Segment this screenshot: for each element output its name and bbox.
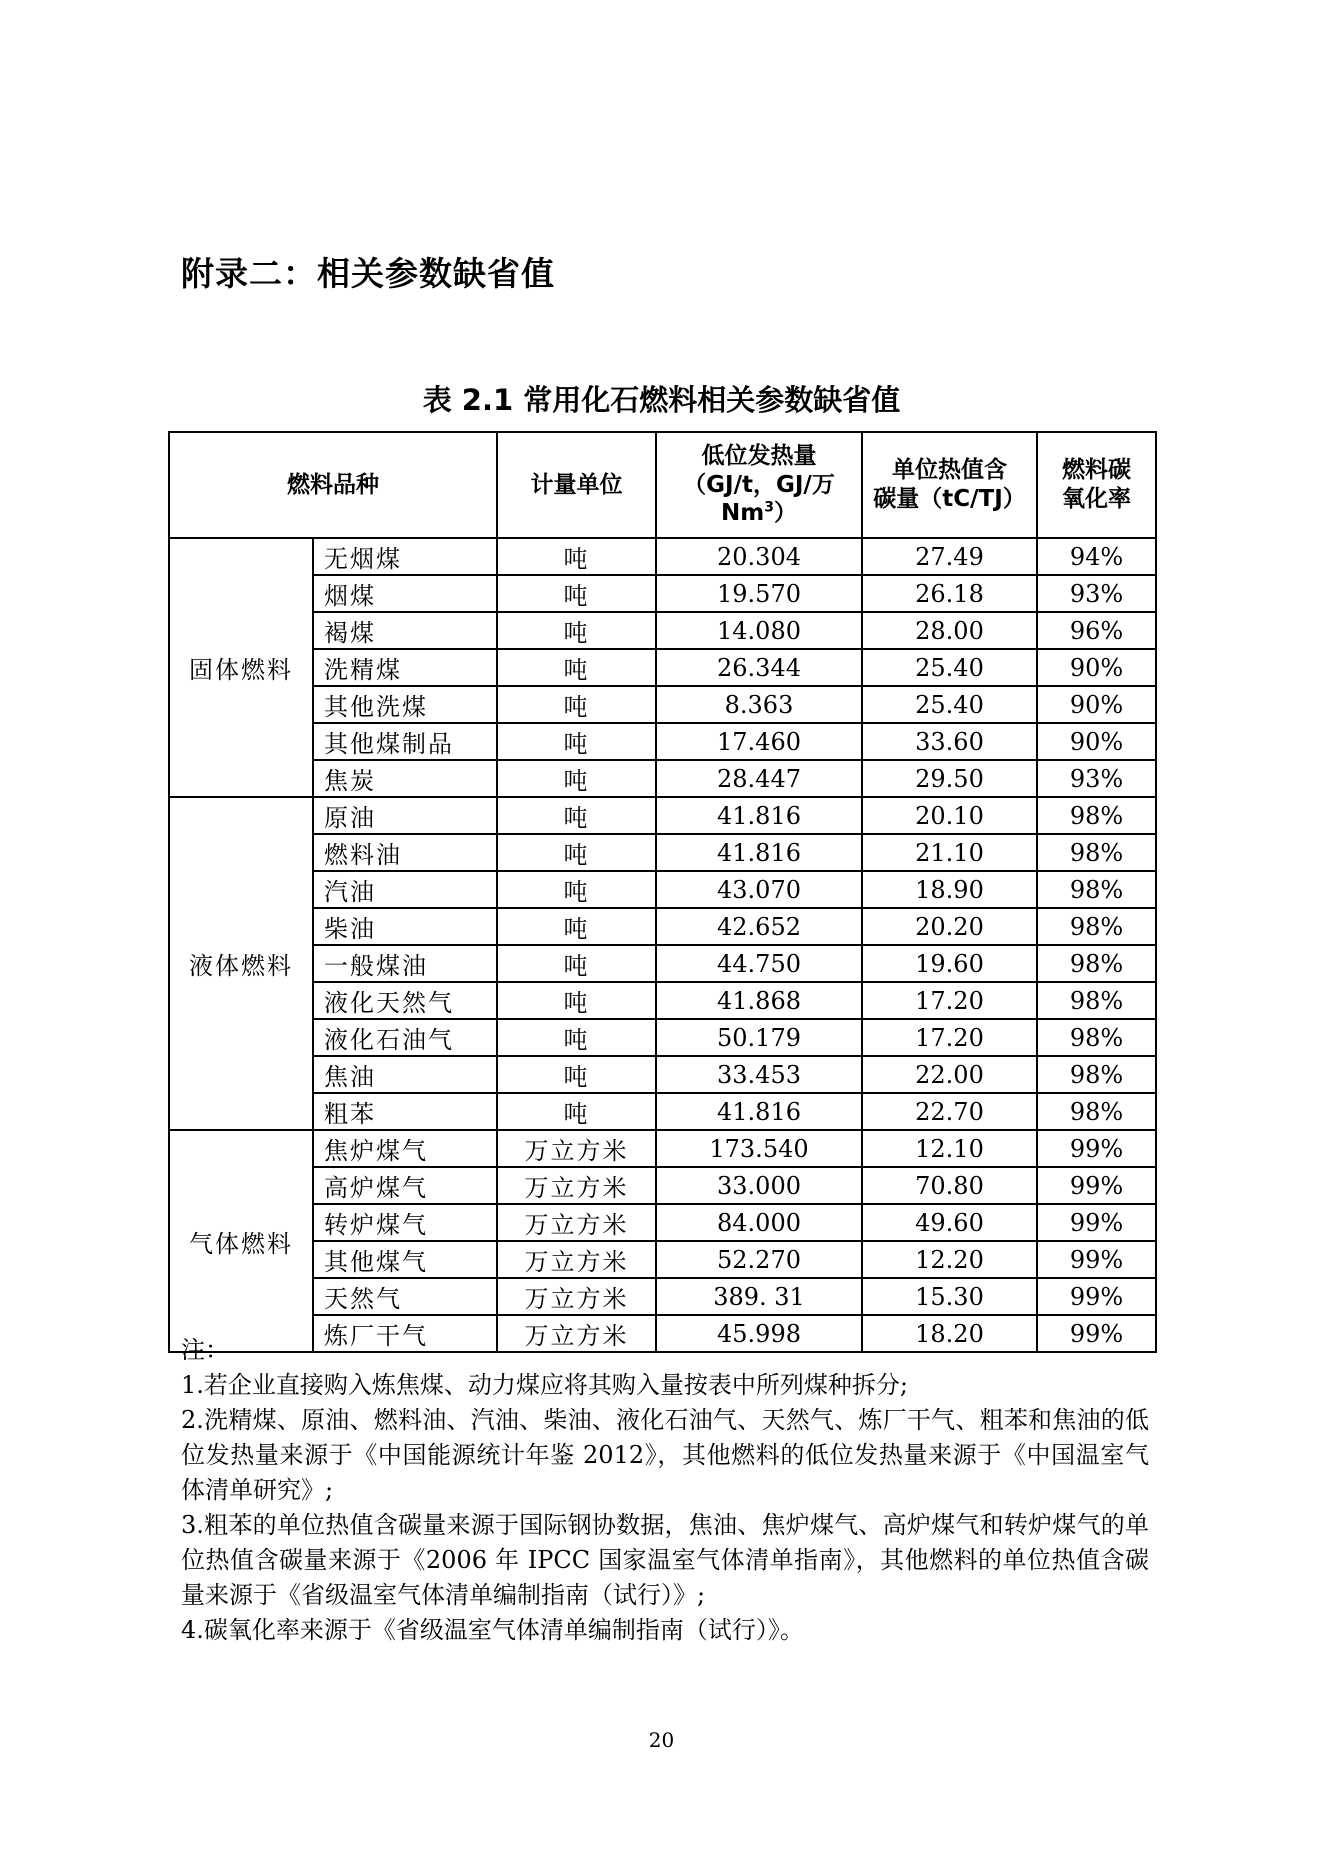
ncv-cell: 45.998 (656, 1315, 862, 1352)
note-item: 4.碳氧化率来源于《省级温室气体清单编制指南（试行）》。 (181, 1616, 804, 1644)
carbon-content-cell: 12.10 (862, 1130, 1037, 1167)
fuel-category: 气体燃料 (169, 1130, 313, 1352)
fuel-name-cell: 原油 (313, 797, 497, 834)
ncv-cell: 41.816 (656, 797, 862, 834)
unit-cell: 吨 (497, 760, 656, 797)
table-row (169, 1130, 1156, 1167)
fuel-name-cell: 无烟煤 (313, 538, 497, 575)
fuel-name-cell: 液化天然气 (313, 982, 497, 1019)
table-row (169, 1019, 1156, 1056)
header-oxidation-rate: 燃料碳 氧化率 (1037, 432, 1156, 538)
unit-cell: 吨 (497, 797, 656, 834)
oxidation-rate-cell: 98% (1037, 1056, 1156, 1093)
fuel-name-cell: 炼厂干气 (313, 1315, 497, 1352)
carbon-content-cell: 22.70 (862, 1093, 1037, 1130)
header-carbon-content: 单位热值含 碳量（tC/TJ） (862, 432, 1037, 538)
ncv-cell: 84.000 (656, 1204, 862, 1241)
oxidation-rate-cell: 98% (1037, 982, 1156, 1019)
unit-cell: 万立方米 (497, 1315, 656, 1352)
fuel-name-cell: 烟煤 (313, 575, 497, 612)
unit-cell: 吨 (497, 945, 656, 982)
ncv-cell: 28.447 (656, 760, 862, 797)
oxidation-rate-cell: 98% (1037, 834, 1156, 871)
table-row (169, 686, 1156, 723)
unit-cell: 吨 (497, 538, 656, 575)
unit-cell: 万立方米 (497, 1241, 656, 1278)
appendix-heading: 附录二：相关参数缺省值 (181, 254, 555, 293)
oxidation-rate-cell: 99% (1037, 1167, 1156, 1204)
fuel-name-cell: 其他煤制品 (313, 723, 497, 760)
oxidation-rate-cell: 96% (1037, 612, 1156, 649)
carbon-content-cell: 17.20 (862, 982, 1037, 1019)
unit-cell: 万立方米 (497, 1130, 656, 1167)
carbon-content-cell: 18.90 (862, 871, 1037, 908)
carbon-content-cell: 21.10 (862, 834, 1037, 871)
fuel-name-cell: 燃料油 (313, 834, 497, 871)
ncv-cell: 43.070 (656, 871, 862, 908)
ncv-cell: 20.304 (656, 538, 862, 575)
oxidation-rate-cell: 98% (1037, 1093, 1156, 1130)
note-item: 1.若企业直接购入炼焦煤、动力煤应将其购入量按表中所列煤种拆分; (181, 1371, 908, 1399)
fuel-name-cell: 天然气 (313, 1278, 497, 1315)
table-row (169, 1093, 1156, 1130)
table-row (169, 760, 1156, 797)
carbon-content-cell: 19.60 (862, 945, 1037, 982)
fuel-name-cell: 褐煤 (313, 612, 497, 649)
header-ncv: 低位发热量 （GJ/t，GJ/万 Nm$^3$） (656, 432, 862, 538)
header-unit: 计量单位 (497, 432, 656, 538)
fuel-name-cell: 焦炭 (313, 760, 497, 797)
ncv-cell: 41.816 (656, 834, 862, 871)
unit-cell: 吨 (497, 982, 656, 1019)
ncv-cell: 173.540 (656, 1130, 862, 1167)
page-number: 20 (648, 1728, 675, 1752)
fuel-name-cell: 粗苯 (313, 1093, 497, 1130)
table-row (169, 797, 1156, 834)
fuel-name-cell: 其他洗煤 (313, 686, 497, 723)
note-item: 2.洗精煤、原油、燃料油、汽油、柴油、液化石油气、天然气、炼厂干气、粗苯和焦油的低位发热量来源于《中国能源统计年鉴 2012》，其他燃料的低位发热量来源于《中国温室气体清单研究》; (181, 1406, 1149, 1504)
note-item: 3.粗苯的单位热值含碳量来源于国际钢协数据，焦油、焦炉煤气、高炉煤气和转炉煤气的单位热值含碳量来源于《2006 年 IPCC 国家温室气体清单指南》，其他燃料的单位热值含碳量来源于《省级温室气体清单编制指南（试行）》; (181, 1511, 1149, 1609)
ncv-cell: 8.363 (656, 686, 862, 723)
unit-cell: 吨 (497, 723, 656, 760)
carbon-content-cell: 28.00 (862, 612, 1037, 649)
ncv-cell: 19.570 (656, 575, 862, 612)
ncv-cell: 389. 31 (656, 1278, 862, 1315)
ncv-cell: 41.816 (656, 1093, 862, 1130)
table-row (169, 649, 1156, 686)
table-caption: 表 2.1 常用化石燃料相关参数缺省值 (422, 383, 901, 417)
ncv-cell: 14.080 (656, 612, 862, 649)
fuel-name-cell: 一般煤油 (313, 945, 497, 982)
unit-cell: 吨 (497, 686, 656, 723)
ncv-cell: 42.652 (656, 908, 862, 945)
table-row (169, 982, 1156, 1019)
ncv-cell: 50.179 (656, 1019, 862, 1056)
carbon-content-cell: 27.49 (862, 538, 1037, 575)
fuel-name-cell: 液化石油气 (313, 1019, 497, 1056)
oxidation-rate-cell: 99% (1037, 1315, 1156, 1352)
ncv-cell: 33.000 (656, 1167, 862, 1204)
ncv-cell: 17.460 (656, 723, 862, 760)
fuel-name-cell: 洗精煤 (313, 649, 497, 686)
oxidation-rate-cell: 98% (1037, 945, 1156, 982)
oxidation-rate-cell: 98% (1037, 871, 1156, 908)
ncv-cell: 41.868 (656, 982, 862, 1019)
fuel-name-cell: 柴油 (313, 908, 497, 945)
carbon-content-cell: 33.60 (862, 723, 1037, 760)
carbon-content-cell: 18.20 (862, 1315, 1037, 1352)
unit-cell: 吨 (497, 649, 656, 686)
carbon-content-cell: 12.20 (862, 1241, 1037, 1278)
fuel-category: 液体燃料 (169, 797, 313, 1130)
table-row (169, 538, 1156, 575)
ncv-cell: 44.750 (656, 945, 862, 982)
unit-cell: 万立方米 (497, 1278, 656, 1315)
fuel-name-cell: 其他煤气 (313, 1241, 497, 1278)
oxidation-rate-cell: 99% (1037, 1204, 1156, 1241)
oxidation-rate-cell: 90% (1037, 723, 1156, 760)
table-notes (181, 1333, 1149, 1648)
unit-cell: 吨 (497, 1019, 656, 1056)
table-row (169, 1204, 1156, 1241)
table-row (169, 575, 1156, 612)
oxidation-rate-cell: 90% (1037, 649, 1156, 686)
table-row (169, 1056, 1156, 1093)
oxidation-rate-cell: 94% (1037, 538, 1156, 575)
unit-cell: 吨 (497, 834, 656, 871)
table-row (169, 1278, 1156, 1315)
table-row (169, 871, 1156, 908)
ncv-cell: 26.344 (656, 649, 862, 686)
table-row (169, 612, 1156, 649)
oxidation-rate-cell: 98% (1037, 908, 1156, 945)
carbon-content-cell: 25.40 (862, 686, 1037, 723)
oxidation-rate-cell: 99% (1037, 1278, 1156, 1315)
table-row (169, 945, 1156, 982)
oxidation-rate-cell: 98% (1037, 797, 1156, 834)
oxidation-rate-cell: 99% (1037, 1130, 1156, 1167)
unit-cell: 吨 (497, 908, 656, 945)
table-row (169, 1167, 1156, 1204)
fuel-name-cell: 焦炉煤气 (313, 1130, 497, 1167)
table-row (169, 1241, 1156, 1278)
table-row (169, 723, 1156, 760)
carbon-content-cell: 17.20 (862, 1019, 1037, 1056)
carbon-content-cell: 49.60 (862, 1204, 1037, 1241)
fuel-parameter-table (168, 431, 1157, 1353)
notes-title: 注： (181, 1336, 229, 1364)
carbon-content-cell: 70.80 (862, 1167, 1037, 1204)
carbon-content-cell: 26.18 (862, 575, 1037, 612)
unit-cell: 吨 (497, 575, 656, 612)
oxidation-rate-cell: 98% (1037, 1019, 1156, 1056)
carbon-content-cell: 20.10 (862, 797, 1037, 834)
fuel-name-cell: 转炉煤气 (313, 1204, 497, 1241)
carbon-content-cell: 25.40 (862, 649, 1037, 686)
carbon-content-cell: 15.30 (862, 1278, 1037, 1315)
unit-cell: 吨 (497, 1093, 656, 1130)
unit-cell: 万立方米 (497, 1204, 656, 1241)
unit-cell: 吨 (497, 1056, 656, 1093)
table-header-row (169, 432, 1156, 538)
ncv-cell: 52.270 (656, 1241, 862, 1278)
unit-cell: 万立方米 (497, 1167, 656, 1204)
carbon-content-cell: 22.00 (862, 1056, 1037, 1093)
oxidation-rate-cell: 93% (1037, 575, 1156, 612)
ncv-cell: 33.453 (656, 1056, 862, 1093)
header-fuel: 燃料品种 (169, 432, 497, 538)
fuel-name-cell: 汽油 (313, 871, 497, 908)
unit-cell: 吨 (497, 871, 656, 908)
oxidation-rate-cell: 90% (1037, 686, 1156, 723)
oxidation-rate-cell: 93% (1037, 760, 1156, 797)
carbon-content-cell: 20.20 (862, 908, 1037, 945)
fuel-name-cell: 高炉煤气 (313, 1167, 497, 1204)
fuel-category: 固体燃料 (169, 538, 313, 797)
table-row (169, 908, 1156, 945)
fuel-name-cell: 焦油 (313, 1056, 497, 1093)
oxidation-rate-cell: 99% (1037, 1241, 1156, 1278)
table-row (169, 834, 1156, 871)
carbon-content-cell: 29.50 (862, 760, 1037, 797)
unit-cell: 吨 (497, 612, 656, 649)
